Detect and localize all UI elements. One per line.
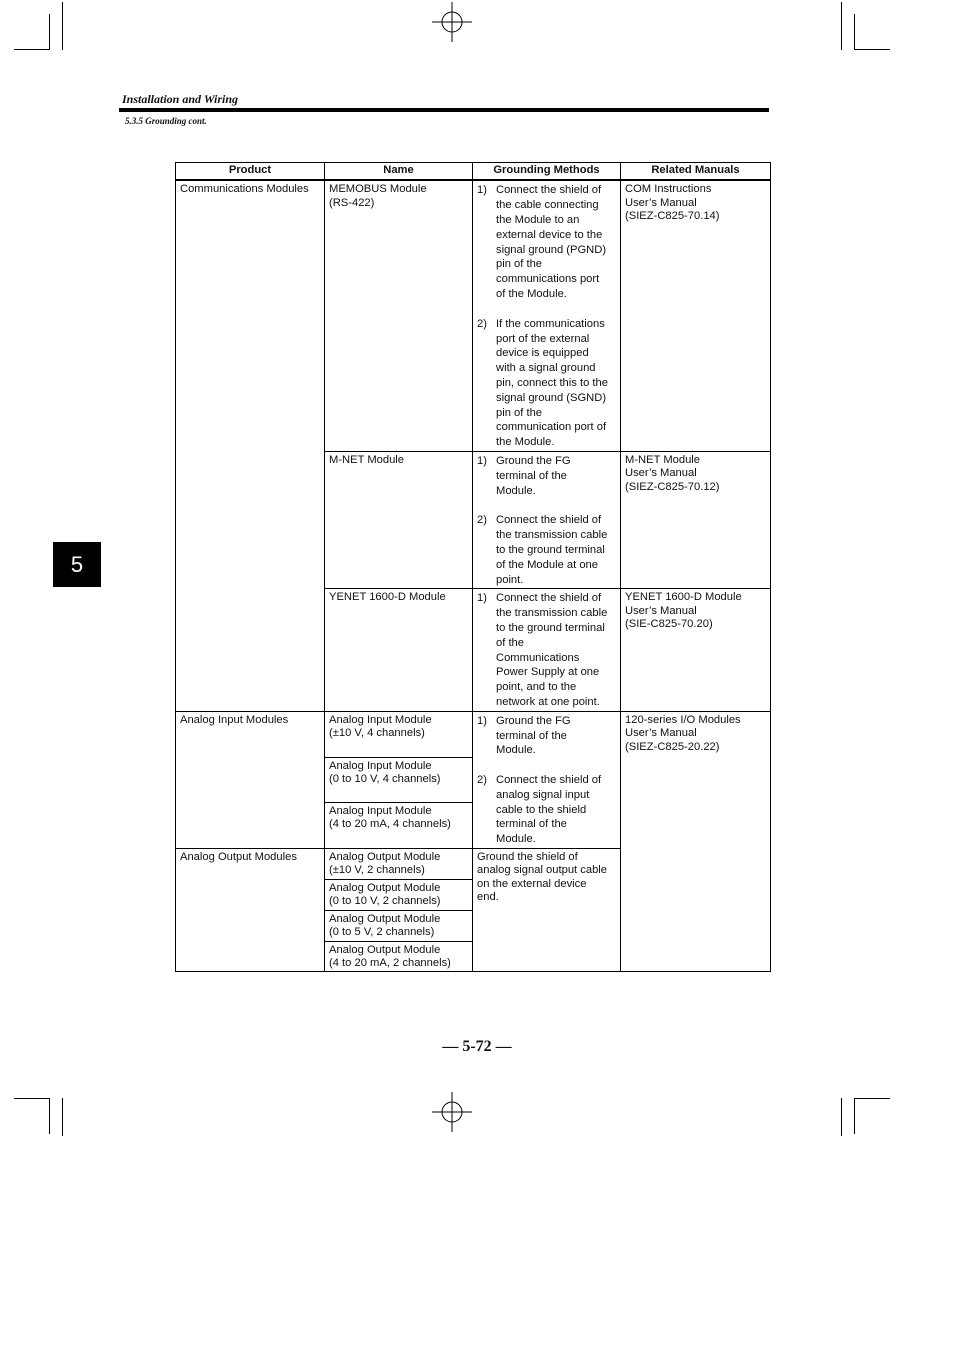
name-cell — [325, 910, 473, 941]
step-text — [496, 454, 616, 498]
crop-mark — [841, 2, 842, 50]
method-line: on the external device — [477, 877, 587, 890]
subsection-title: 5.3.5 Grounding cont. — [125, 116, 207, 126]
grounding-table — [175, 162, 771, 972]
method-cell — [473, 589, 621, 711]
name-cell — [325, 451, 473, 588]
step-line: point. — [496, 573, 524, 586]
table-row — [176, 711, 771, 757]
method-step — [477, 591, 616, 709]
step-number: 2) — [477, 514, 487, 527]
method-step — [477, 714, 616, 758]
step-line: terminal of the — [496, 469, 567, 482]
method-step — [477, 454, 616, 498]
step-line: device is equipped — [496, 347, 589, 360]
step-text — [496, 317, 616, 450]
method-line: analog signal output cable — [477, 864, 608, 877]
step-line: communication port of — [496, 421, 607, 434]
name-line: (4 to 20 mA, 4 channels) — [329, 818, 451, 831]
name-cell — [325, 879, 473, 910]
name-line: (0 to 10 V, 4 channels) — [329, 773, 441, 786]
product-cell: Analog Output Modules — [176, 849, 325, 972]
crop-mark — [854, 1098, 855, 1134]
crop-mark — [854, 49, 890, 50]
step-line: external device to the — [496, 228, 603, 241]
step-line: signal ground (PGND) — [496, 243, 607, 256]
method-step — [477, 773, 616, 847]
method-steps — [477, 591, 616, 709]
step-text — [496, 183, 616, 301]
method-cell — [473, 849, 621, 972]
method-line: Ground the shield of — [477, 851, 578, 864]
table-row — [176, 180, 771, 451]
manual-line: (SIEZ-C825-70.12) — [625, 480, 720, 493]
manual-cell — [621, 711, 771, 972]
name-line: (RS-422) — [329, 196, 375, 209]
crop-mark — [854, 14, 855, 50]
header-rule — [119, 108, 769, 112]
step-line: the Module. — [496, 436, 555, 449]
step-line: to the ground terminal — [496, 543, 605, 556]
step-line: port of the external — [496, 332, 590, 345]
column-header: Product — [176, 163, 325, 181]
step-line: Communications — [496, 651, 580, 664]
step-line: pin of the — [496, 406, 543, 419]
step-line: Connect the shield of — [496, 774, 602, 787]
step-text — [496, 513, 616, 587]
manual-cell — [621, 180, 771, 451]
step-line: terminal of the — [496, 729, 567, 742]
step-line: communications port — [496, 273, 600, 286]
name-line: (0 to 10 V, 2 channels) — [329, 895, 441, 908]
manual-line: 120-series I/O Modules — [625, 713, 741, 726]
crop-mark — [49, 1098, 50, 1134]
method-step — [477, 183, 616, 301]
step-line: terminal of the — [496, 818, 567, 831]
step-text — [496, 714, 616, 758]
crop-mark — [841, 1098, 842, 1136]
name-cell — [325, 180, 473, 451]
name-line: Analog Output Module — [329, 881, 441, 894]
name-cell — [325, 757, 473, 802]
method-line: end. — [477, 891, 499, 904]
name-line: YENET 1600-D Module — [329, 591, 446, 604]
manual-line: User’s Manual — [625, 467, 697, 480]
step-text — [496, 773, 616, 847]
name-line: Analog Output Module — [329, 943, 441, 956]
name-cell — [325, 849, 473, 880]
step-line: pin, connect this to the — [496, 376, 608, 389]
method-cell — [473, 451, 621, 588]
step-number: 1) — [477, 592, 487, 605]
step-number: 2) — [477, 774, 487, 787]
name-line: Analog Output Module — [329, 851, 441, 864]
step-line: Connect the shield of — [496, 514, 602, 527]
column-header: Name — [325, 163, 473, 181]
table-header-row — [176, 163, 771, 181]
manual-line: User’s Manual — [625, 727, 697, 740]
manual-line: (SIEZ-C825-20.22) — [625, 740, 720, 753]
name-cell — [325, 711, 473, 757]
name-cell — [325, 941, 473, 972]
step-line: the transmission cable — [496, 529, 608, 542]
manual-line: User’s Manual — [625, 196, 697, 209]
name-cell — [325, 589, 473, 711]
name-line: Analog Input Module — [329, 759, 432, 772]
crop-mark — [49, 14, 50, 50]
step-line: of the Module. — [496, 287, 567, 300]
crop-mark — [854, 1098, 890, 1099]
manual-line: (SIE-C825-70.20) — [625, 618, 713, 631]
step-line: Connect the shield of — [496, 592, 602, 605]
product-cell: Analog Input Modules — [176, 711, 325, 848]
step-line: If the communications — [496, 317, 605, 330]
step-line: the transmission cable — [496, 607, 608, 620]
step-line: Power Supply at one — [496, 666, 600, 679]
crop-mark — [14, 49, 50, 50]
product-cell: Communications Modules — [176, 180, 325, 711]
crop-mark — [62, 2, 63, 50]
method-steps — [477, 183, 616, 450]
manual-cell — [621, 589, 771, 711]
step-line: of the — [496, 636, 524, 649]
step-line: Connect the shield of — [496, 184, 602, 197]
step-line: point, and to the — [496, 681, 577, 694]
manual-cell — [621, 451, 771, 588]
name-line: Analog Input Module — [329, 713, 432, 726]
step-line: Ground the FG — [496, 454, 571, 467]
name-line: (4 to 20 mA, 2 channels) — [329, 956, 451, 969]
name-line: M-NET Module — [329, 453, 405, 466]
manual-line: (SIEZ-C825-70.14) — [625, 210, 720, 223]
step-line: Ground the FG — [496, 714, 571, 727]
method-cell — [473, 711, 621, 848]
column-header: Related Manuals — [621, 163, 771, 181]
step-line: Module. — [496, 484, 536, 497]
column-header: Grounding Methods — [473, 163, 621, 181]
step-line: Module. — [496, 744, 536, 757]
method-step — [477, 513, 616, 587]
step-number: 1) — [477, 184, 487, 197]
chapter-tab: 5 — [53, 542, 101, 587]
name-line: (±10 V, 4 channels) — [329, 727, 425, 740]
name-line: (0 to 5 V, 2 channels) — [329, 926, 435, 939]
step-text — [496, 591, 616, 709]
name-line: MEMOBUS Module — [329, 183, 427, 196]
method-step — [477, 317, 616, 450]
section-title: Installation and Wiring — [122, 92, 239, 106]
step-number: 2) — [477, 317, 487, 330]
step-line: the cable connecting — [496, 199, 599, 212]
name-line: Analog Input Module — [329, 804, 432, 817]
crop-mark — [62, 1098, 63, 1136]
step-line: to the ground terminal — [496, 621, 605, 634]
step-line: the Module to an — [496, 214, 580, 226]
step-line: with a signal ground — [496, 362, 596, 375]
step-line: pin of the — [496, 258, 543, 271]
step-line: of the Module at one — [496, 558, 599, 571]
method-steps — [477, 714, 616, 847]
crop-mark — [14, 1098, 50, 1099]
step-line: signal ground (SGND) — [496, 391, 607, 404]
method-cell — [473, 180, 621, 451]
name-line: (±10 V, 2 channels) — [329, 864, 425, 877]
name-line: Analog Output Module — [329, 912, 441, 925]
step-line: cable to the shield — [496, 803, 587, 816]
step-number: 1) — [477, 454, 487, 467]
method-steps — [477, 454, 616, 587]
step-number: 1) — [477, 714, 487, 727]
step-line: Module. — [496, 833, 536, 846]
manual-line: YENET 1600-D Module — [625, 591, 742, 604]
step-line: analog signal input — [496, 788, 590, 801]
registration-mark-icon — [432, 1092, 472, 1132]
manual-line: M-NET Module — [625, 453, 701, 466]
step-line: network at one point. — [496, 695, 600, 708]
page-number: — 5-72 — — [442, 1038, 512, 1055]
manual-line: COM Instructions — [625, 183, 712, 196]
registration-mark-icon — [432, 2, 472, 42]
name-cell — [325, 802, 473, 848]
manual-line: User’s Manual — [625, 604, 697, 617]
